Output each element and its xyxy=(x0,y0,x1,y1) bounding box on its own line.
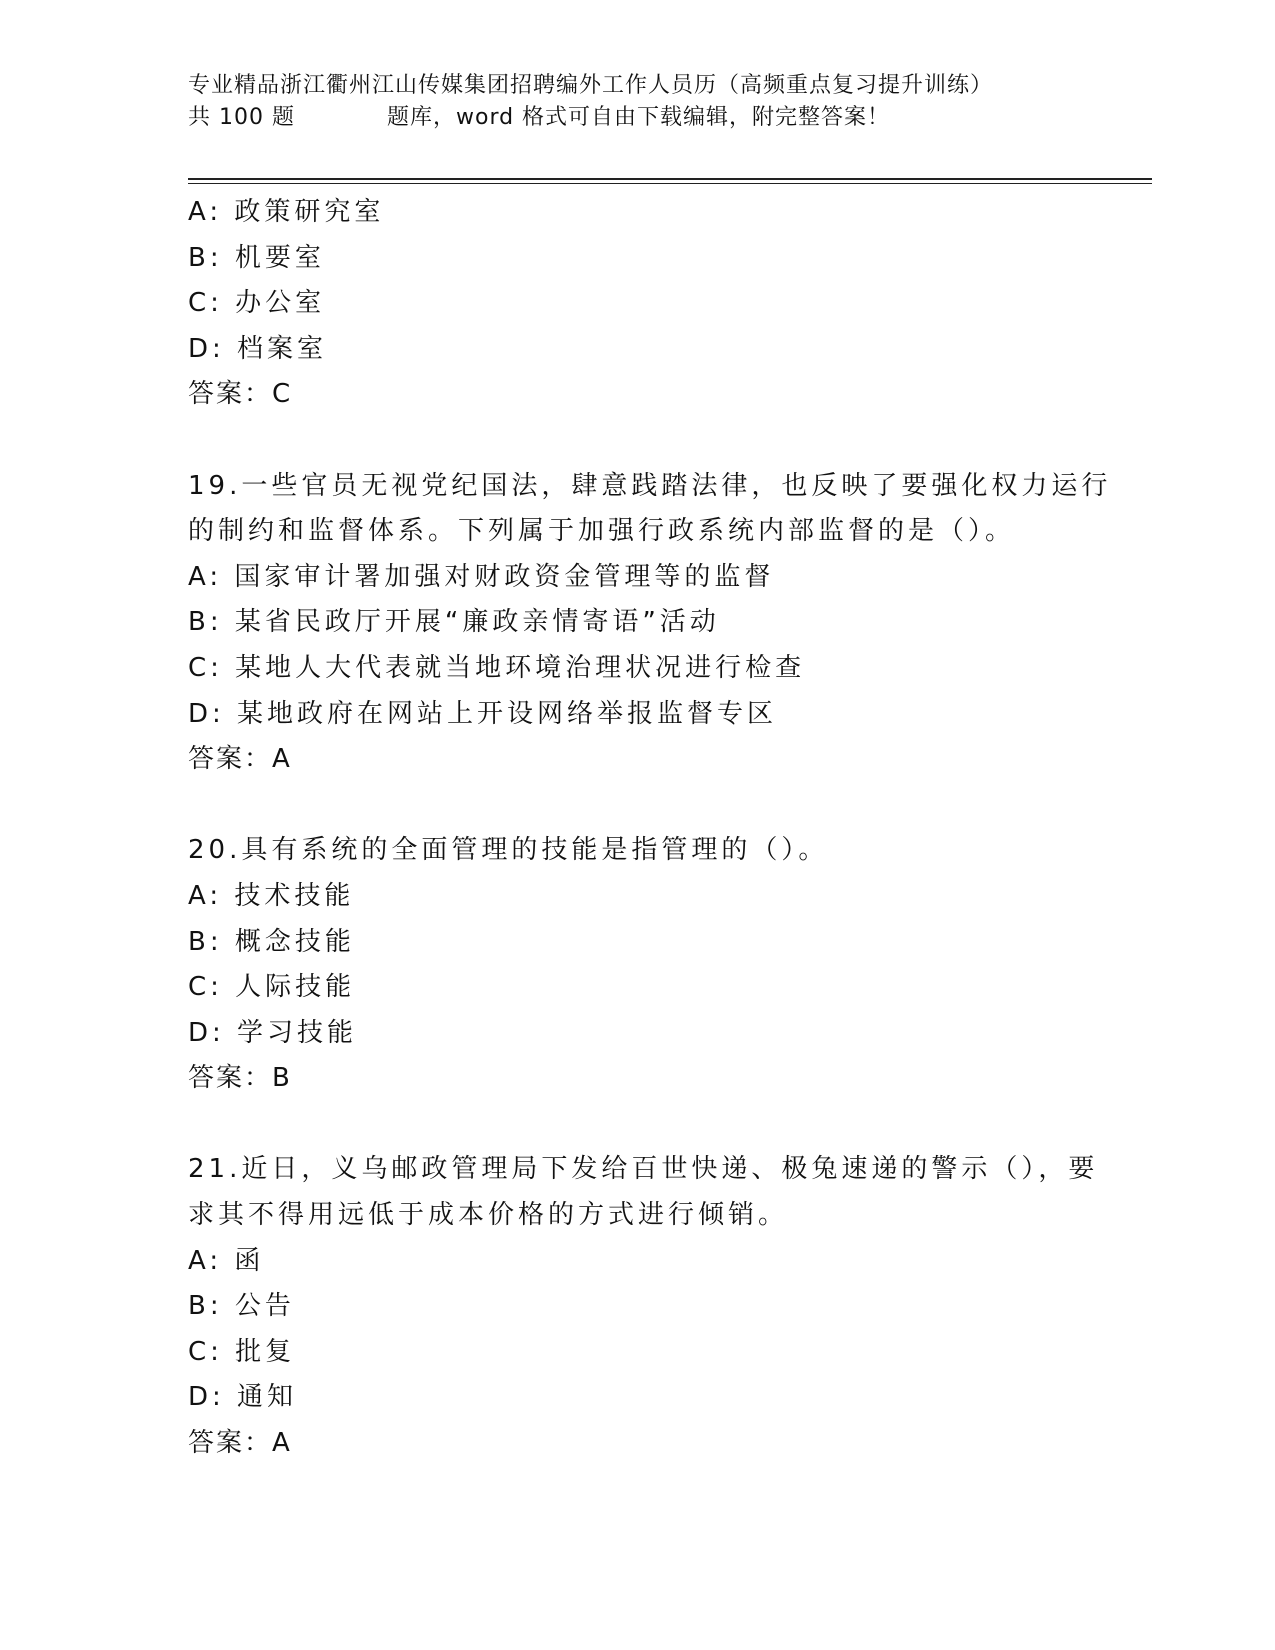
option-d: D: 某地政府在网站上开设网络举报监督专区 xyxy=(188,698,778,729)
answer-line xyxy=(188,372,1088,418)
option-a: A: 国家审计署加强对财政资金管理等的监督 xyxy=(188,561,775,592)
option-b: B: 机要室 xyxy=(188,242,325,273)
question-list xyxy=(188,190,1112,1467)
question-count: 共 100 题 xyxy=(188,105,295,130)
answer-line xyxy=(188,1421,1088,1467)
question-stem-line-1: 19.一些官员无视党纪国法，肆意践踏法律，也反映了要强化权力运行 xyxy=(188,470,1112,501)
header-title: 专业精品浙江衢州江山传媒集团招聘编外工作人员历（高频重点复习提升训练） xyxy=(188,73,994,98)
question-stem-line-2: 的制约和监督体系。下列属于加强行政系统内部监督的是（）。 xyxy=(188,516,1016,547)
header-divider-thick xyxy=(188,178,1152,180)
header-note: 题库，word 格式可自由下载编辑，附完整答案！ xyxy=(386,105,891,130)
option-c: C: 批复 xyxy=(188,1336,296,1367)
header-divider-thin xyxy=(188,183,1152,184)
question-21 xyxy=(188,1147,1099,1466)
option-b: B: 某省民政厅开展“廉政亲情寄语”活动 xyxy=(188,607,720,638)
option-a: A: 政策研究室 xyxy=(188,197,385,227)
answer-value: B xyxy=(272,1063,290,1094)
answer-value: C xyxy=(272,379,291,410)
option-c: C: 某地人大代表就当地环境治理状况进行检查 xyxy=(188,652,806,683)
answer-value: A xyxy=(272,744,290,775)
answer-label: 答案： xyxy=(188,744,273,775)
question-stem-line-1: 20.具有系统的全面管理的技能是指管理的（）。 xyxy=(188,835,829,866)
answer-value: A xyxy=(272,1428,290,1459)
header-subtitle xyxy=(188,102,1088,134)
question-20 xyxy=(188,828,1088,1102)
option-c: C: 人际技能 xyxy=(188,972,356,1003)
option-b: B: 概念技能 xyxy=(188,926,355,957)
option-a: A: 函 xyxy=(188,1245,265,1276)
option-b: B: 公告 xyxy=(188,1291,295,1322)
option-d: D: 通知 xyxy=(188,1382,298,1413)
option-a: A: 技术技能 xyxy=(188,880,355,911)
question-19 xyxy=(188,464,1112,783)
option-d: D: 学习技能 xyxy=(188,1017,358,1048)
option-d: D: 档案室 xyxy=(188,333,328,364)
option-c: C: 办公室 xyxy=(188,288,326,319)
answer-label: 答案： xyxy=(188,379,273,410)
question-stem-line-2: 求其不得用远低于成本价格的方式进行倾销。 xyxy=(188,1200,789,1231)
question-18-remainder xyxy=(188,190,1088,418)
document-header xyxy=(188,70,1088,134)
answer-line xyxy=(188,737,1088,783)
answer-line xyxy=(188,1056,1088,1102)
question-stem-line-1: 21.近日，义乌邮政管理局下发给百世快递、极兔速递的警示（），要 xyxy=(188,1154,1099,1185)
answer-label: 答案： xyxy=(188,1063,273,1094)
answer-label: 答案： xyxy=(188,1428,273,1459)
